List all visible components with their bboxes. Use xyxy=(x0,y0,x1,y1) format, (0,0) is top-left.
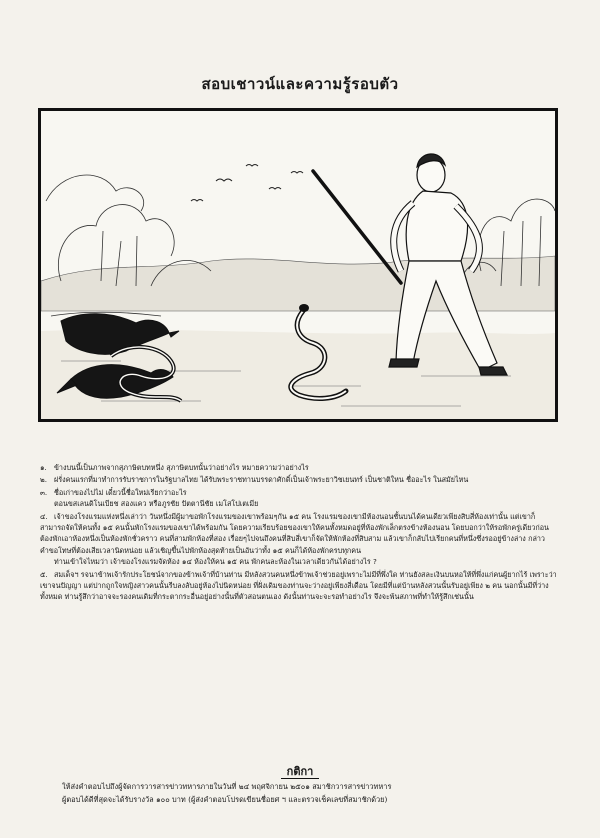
rules-heading: กติกา xyxy=(0,762,600,780)
page-title: สอบเชาวน์และความรู้รอบตัว xyxy=(201,75,399,93)
rules-section xyxy=(62,781,542,805)
question-1: ๑. ข้างบนนี้เป็นภาพจากสุภาษิตบทหนึ่ง สุภาษิตบทนั้นว่าอย่างไร หมายความว่าอย่างไร xyxy=(40,463,309,472)
question-2: ๒. ฝรั่งคนแรกที่มาทำการรับราชการในรัฐบาลไทย ได้รับพระราชทานบรรดาศักดิ์เป็นเจ้าพระยาวิชเยนทร์ เป็นชาติใหน ชื่ออะไร ในสมัยไหน xyxy=(40,475,469,485)
questions-list xyxy=(40,462,560,604)
rules-line-2: ผู้ตอบได้ดีที่สุดจะได้รับรางวัล ๑๐๐ บาท (ผู้ส่งคำตอบโปรดเขียนชื่อยศ ฯ และตรวจเช็คเลขที่สมาชิกด้วย) xyxy=(62,795,388,804)
rules-line-1: ให้ส่งคำตอบไปถึงผู้จัดการวารสารข่าวทหารภายในวันที่ ๒๔ พฤศจิกายน ๒๕๐๑ สมาชิกวารสารข่าวทหาร xyxy=(62,782,392,791)
question-5: ๕. สมเด็จฯ รจนาข้าพเจ้ารักประโยชน์จากของข้าพเจ้าที่บ้านท่าน มีหลังสวนคนหนึ่งข้าพเจ้าช่วยอยู่เพราะไม่มีที่พึ่งใด ท่านยังสละเงินบนหอให้ที่พึ่งแก่คนผู้ยากไร้ เพราะว่าเขาจนปัญญา แต่ปากถูกใจหญิงสาวคนนั้นรีบลงลับอยู่ห้องไปนิดหน่อย ที่ฝั่งเดิมของท่านจะว่างอยู่เพียงสี่เดือน โดยมีที่แต่บ้านหลังสวนนั้นรับอยู่เพียง ๒ คน นอกนั้นมีที่ว่างทั้งหมด ท่านรู้สึกว่าอาจจะรองคนเดิมที่กระตากระอื่นอยู่อย่างนั้นที่ตัวสอนตนเอง ดังนั้นท่านจะจะรอทำอย่างไร จึงจะพ้นสภาพที่ทำให้รู้สึกเช่นนั้น xyxy=(40,569,557,602)
question-3: ๓. ชื่อเก่าของไปไม่ เดี๋ยวนี้ชื่อใหม่เรียกว่าอะไร ตอนขสเลนดิโนเบียช สองแคว หรือภูรชัย ปัตตานีชัย เมโสโปเตเมีย xyxy=(40,487,259,509)
illustration-frame xyxy=(38,108,558,422)
man-with-stick-snake-crows-illustration xyxy=(41,111,555,419)
question-4: ๔. เจ้าของโรงแรมแห่งหนึ่งเล่าว่า วันหนึ่งมีผู้มาขอพักโรงแรมของเขาพร้อมๆกัน ๑๕ คน โรงแรมของเขามีห้องนอนชั้นบนได้คนเดียวเพียงสิบสี่ห้องเท่านั้น แต่เขาก็สามารถจัดให้คนทั้ง ๑๕ คนนั้นพักโรงแรมของเขาได้พร้อมกัน โดยความเรียบร้อยของเขาให้คนทั้งหมดอยู่ที่ห้องพักเล็กตรงข้างห้องนอน โดยบอกว่าให้รอพักครู่เดียวก่อน ต้องพักเอาห้องหนึ่งเป็นห้องพักชั่วคราว คนที่สามพักห้องที่สอง เรื่อยๆไปจนถึงคนที่สิบสี่เขาก็จัดให้พักห้องที่สิบสาม แล้วเขาก็กลับไปเรียกคนที่หนึ่งซึ่งรออยู่ข้างล่าง กล่าวคำขอโทษที่ต้องเสียเวลานิดหน่อย แล้วเชิญขึ้นไปพักห้องสุดท้ายเป็นอันว่าทั้ง ๑๕ คนก็ได้ห้องพักครบทุกคน ท่านเข้าใจไหมว่า เจ้าของโรงแรมจัดห้อง ๑๔ ห้องให้คน ๑๕ คน พักคนละห้องในเวลาเดียวกันได้อย่างไร ? xyxy=(40,511,549,567)
